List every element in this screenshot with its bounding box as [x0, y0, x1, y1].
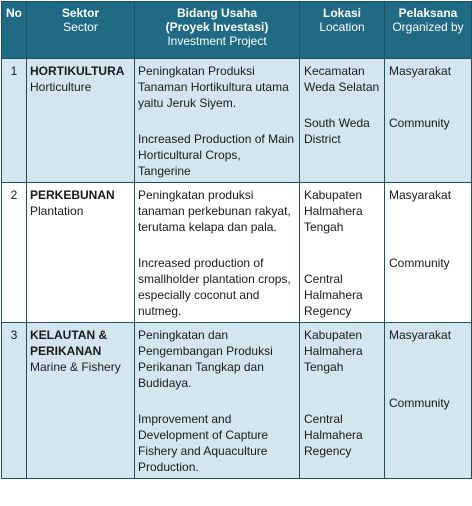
location-text-en: South Weda District [304, 116, 370, 146]
sector-name-id: PERKEBUNAN [30, 188, 115, 202]
location-cell [300, 183, 385, 323]
project-text-id: Peningkatan Produksi Tanaman Hortikultura utama yaitu Jeruk Siyem. [138, 64, 289, 110]
header-project-id-2: (Proyek Investasi) [165, 20, 269, 34]
executor-text-en: Community [389, 116, 450, 130]
project-text-en: Increased production of smallholder plantation crops, especially coconut and nutmeg. [138, 256, 291, 318]
header-location-id: Lokasi [322, 6, 361, 20]
header-executor [385, 2, 472, 59]
project-text-en: Improvement and Development of Capture Fishery and Aquaculture Production. [138, 412, 269, 474]
location-cell [300, 59, 385, 183]
sector-cell [27, 183, 135, 323]
header-no [2, 2, 27, 59]
sector-name-en: Marine & Fishery [30, 360, 121, 374]
row-number: 2 [2, 183, 27, 323]
executor-text-id: Masyarakat [389, 188, 452, 202]
row-number: 3 [2, 323, 27, 479]
header-row [2, 2, 472, 59]
executor-text-id: Masyarakat [389, 328, 452, 342]
sector-cell [27, 323, 135, 479]
header-no-label: No [6, 6, 22, 20]
executor-text-en: Community [389, 396, 450, 410]
header-project-id-1: Bidang Usaha [176, 6, 257, 20]
table-row [2, 59, 472, 183]
header-sector-en: Sector [63, 20, 98, 34]
location-text-en: Central Halmahera Regency [304, 272, 363, 318]
project-cell [135, 59, 300, 183]
project-text-en: Increased Production of Main Horticultural Crops, Tangerine [138, 132, 295, 178]
project-cell [135, 323, 300, 479]
table-row [2, 323, 472, 479]
row-number: 1 [2, 59, 27, 183]
sector-cell [27, 59, 135, 183]
project-text-id: Peningkatan dan Pengembangan Produksi Perikanan Tangkap dan Budidaya. [138, 328, 273, 390]
header-location [300, 2, 385, 59]
table-row [2, 183, 472, 323]
location-text-en: Central Halmahera Regency [304, 412, 363, 458]
header-project-en: Investment Project [167, 34, 267, 48]
executor-text-id: Masyarakat [389, 64, 452, 78]
location-text-id: Kecamatan Weda Selatan [304, 64, 380, 94]
location-text-id: Kabupaten Halmahera Tengah [304, 328, 363, 374]
sector-name-en: Horticulture [30, 80, 92, 94]
sector-name-en: Plantation [30, 204, 84, 218]
header-location-en: Location [319, 20, 365, 34]
header-project [135, 2, 300, 59]
location-cell [300, 323, 385, 479]
location-text-id: Kabupaten Halmahera Tengah [304, 188, 363, 234]
executor-cell [385, 59, 472, 183]
header-sector-id: Sektor [61, 6, 100, 20]
project-cell [135, 183, 300, 323]
sector-name-id: KELAUTAN & PERIKANAN [30, 328, 108, 358]
header-executor-id: Pelaksana [398, 6, 458, 20]
executor-text-en: Community [389, 256, 450, 270]
executor-cell [385, 323, 472, 479]
header-sector [27, 2, 135, 59]
project-text-id: Peningkatan produksi tanaman perkebunan rakyat, terutama kelapa dan pala. [138, 188, 291, 234]
executor-cell [385, 183, 472, 323]
investment-table [1, 1, 472, 479]
sector-name-id: HORTIKULTURA [30, 64, 125, 78]
header-executor-en: Organized by [392, 20, 464, 34]
